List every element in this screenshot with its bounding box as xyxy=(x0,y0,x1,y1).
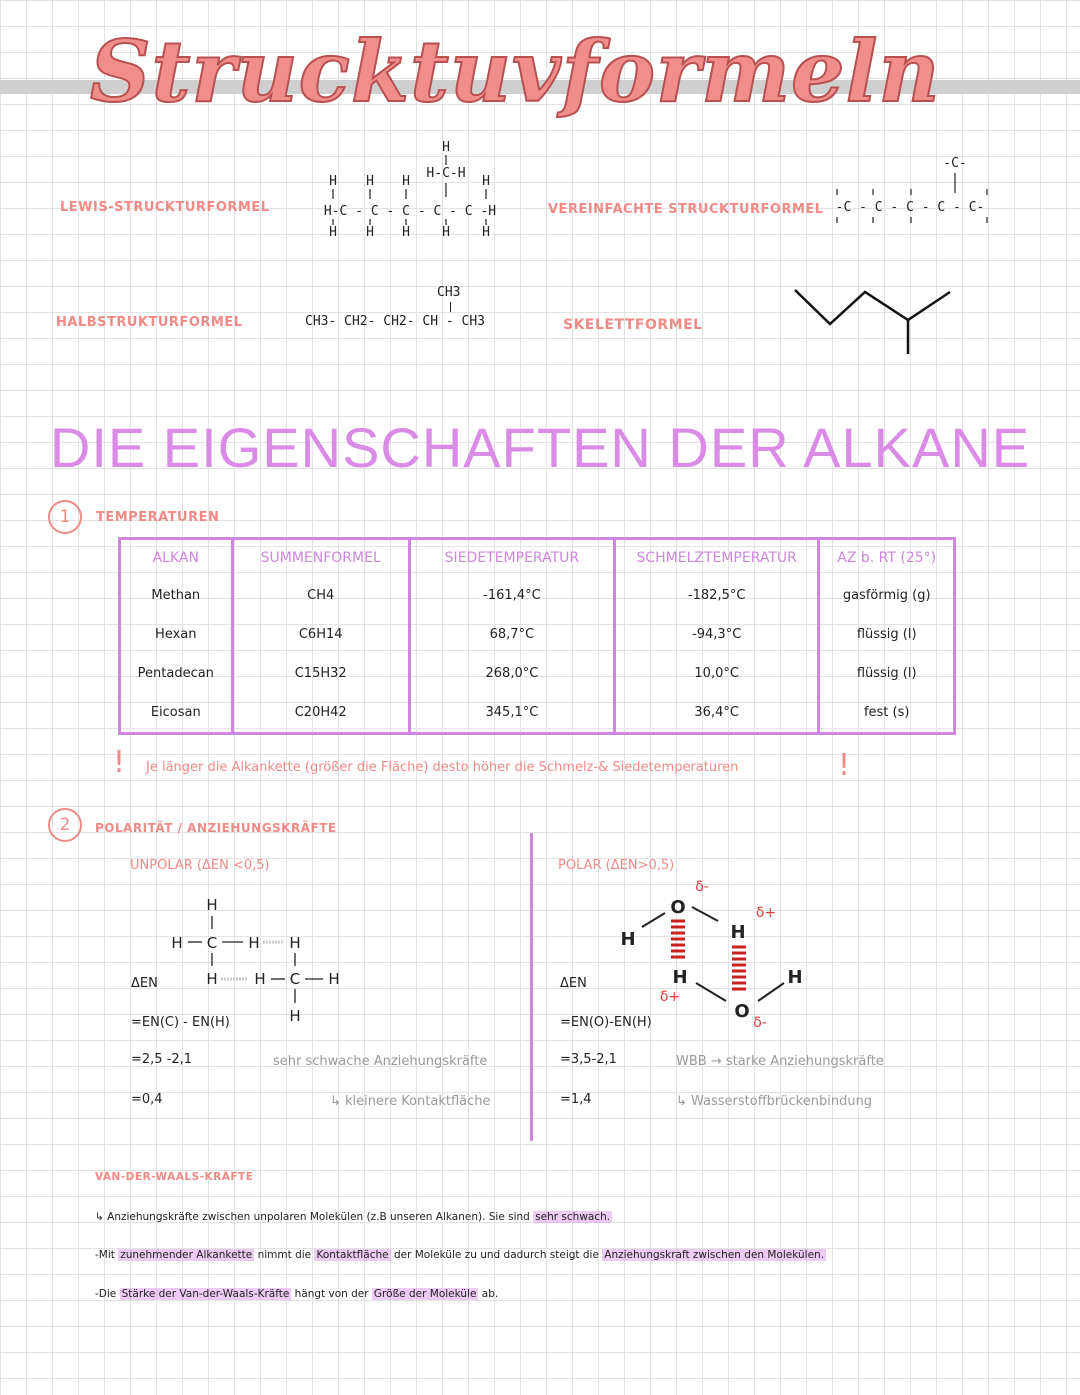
table-header: ALKAN xyxy=(120,539,233,577)
svg-text:-C-: -C- xyxy=(943,156,967,171)
vdw-title: VAN-DER-WAALS-KRÄFTE xyxy=(95,1171,254,1183)
svg-text:H-C - C - C - C - C -H: H-C - C - C - C - C -H xyxy=(323,204,497,219)
svg-text:-C - C - C - C - C-: -C - C - C - C - C- xyxy=(835,200,985,215)
table-cell: Hexan xyxy=(120,615,233,654)
svg-text:O: O xyxy=(734,1001,750,1022)
svg-text:H: H xyxy=(442,225,450,240)
warning-icon-left: ! xyxy=(113,745,126,780)
vdw-line2 xyxy=(95,1249,826,1261)
table-cell: -161,4°C xyxy=(409,576,614,615)
svg-text:H: H xyxy=(442,140,450,155)
polar-calc3: =1,4 xyxy=(560,1092,592,1107)
page-title: Strucktuvformeln xyxy=(90,22,941,121)
svg-text:H: H xyxy=(248,934,260,952)
svg-text:H: H xyxy=(366,174,374,189)
water-hydrogen-bond xyxy=(610,875,820,1035)
table-cell: C6H14 xyxy=(232,615,409,654)
warning-icon-right: ! xyxy=(838,748,851,783)
svg-text:H: H xyxy=(787,967,803,988)
polar-calc2: =3,5-2,1 xyxy=(560,1052,617,1067)
table-cell: 10,0°C xyxy=(614,654,818,693)
polar-remark2: ↳ Wasserstoffbrückenbindung xyxy=(676,1094,873,1109)
half-structure-formula: CH3- CH2- CH2- CH - CH3 xyxy=(305,314,486,329)
table-cell: 268,0°C xyxy=(409,654,614,693)
svg-text:C: C xyxy=(206,934,218,952)
vdw-line1 xyxy=(95,1211,612,1223)
polar-title: POLAR (ΔEN>0,5) xyxy=(558,858,675,873)
svg-text:H: H xyxy=(206,896,218,914)
temperature-note: Je länger die Alkankette (größer die Fläche) desto höher die Schmelz-& Siedetemperaturen xyxy=(146,760,739,775)
section2-label: POLARITÄT / ANZIEHUNGSKRÄFTE xyxy=(95,821,337,835)
methane-molecules xyxy=(160,893,360,1028)
table-header: SCHMELZTEMPERATUR xyxy=(614,539,818,577)
vdw-line2-highlight-1: zunehmender Alkankette xyxy=(120,1249,253,1261)
table-cell: -94,3°C xyxy=(614,615,818,654)
svg-text:H-C-H: H-C-H xyxy=(426,166,466,181)
table-cell: Pentadecan xyxy=(120,654,233,693)
polar-calc1: =EN(O)-EN(H) xyxy=(560,1015,652,1030)
table-header: SUMMENFORMEL xyxy=(232,539,409,577)
table-header: SIEDETEMPERATUR xyxy=(409,539,614,577)
section1-number: 1 xyxy=(48,500,82,534)
table-cell: flüssig (l) xyxy=(819,654,955,693)
vdw-line1-text: ↳ Anziehungskräfte zwischen unpolaren Molekülen (z.B unseren Alkanen). Sie sind xyxy=(95,1211,530,1223)
alkane-table xyxy=(118,537,956,735)
svg-text:H: H xyxy=(482,174,490,189)
vdw-line2-highlight-2: Kontaktfläche xyxy=(316,1249,389,1261)
vdw-line3-highlight-1: Stärke der Van-der-Waals-Kräfte xyxy=(121,1288,290,1300)
svg-text:H: H xyxy=(482,225,490,240)
polar-remark: WBB → starke Anziehungskräfte xyxy=(676,1054,884,1069)
lewis-label: LEWIS-STRUCKTURFORMEL xyxy=(60,200,270,215)
vdw-line2-text-b: nimmt die xyxy=(257,1249,312,1261)
skeleton-formula xyxy=(790,282,960,357)
section1-label: TEMPERATUREN xyxy=(96,510,220,525)
svg-text:O: O xyxy=(670,897,686,918)
svg-text:H: H xyxy=(402,225,410,240)
table-cell: 345,1°C xyxy=(409,693,614,734)
vdw-line2-text-a: -Mit xyxy=(95,1249,115,1261)
table-row xyxy=(120,693,955,734)
vdw-line3 xyxy=(95,1288,498,1300)
unpolar-den-label: ΔEN xyxy=(131,976,158,991)
unpolar-calc3: =0,4 xyxy=(131,1092,163,1107)
svg-text:H: H xyxy=(289,1007,301,1025)
unpolar-calc1: =EN(C) - EN(H) xyxy=(131,1015,230,1030)
table-row xyxy=(120,615,955,654)
section-heading: DIE EIGENSCHAFTEN DER ALKANE xyxy=(49,416,1031,479)
svg-text:δ+: δ+ xyxy=(755,905,777,921)
table-row xyxy=(120,654,955,693)
svg-text:H: H xyxy=(620,929,636,950)
svg-text:δ-: δ- xyxy=(753,1015,767,1031)
svg-text:H: H xyxy=(402,174,410,189)
table-cell: C20H42 xyxy=(232,693,409,734)
svg-text:δ-: δ- xyxy=(695,879,709,895)
section2-number: 2 xyxy=(48,808,82,842)
table-cell: Methan xyxy=(120,576,233,615)
table-cell: Eicosan xyxy=(120,693,233,734)
table-cell: fest (s) xyxy=(819,693,955,734)
table-header: AZ b. RT (25°) xyxy=(819,539,955,577)
table-cell: CH4 xyxy=(232,576,409,615)
lewis-structure xyxy=(300,135,530,245)
table-cell: 68,7°C xyxy=(409,615,614,654)
svg-text:H: H xyxy=(206,970,218,988)
svg-text:δ+: δ+ xyxy=(659,989,681,1005)
unpolar-remark: sehr schwache Anziehungskräfte xyxy=(273,1054,488,1069)
simplified-label: VEREINFACHTE STRUCKTURFORMEL xyxy=(548,202,824,217)
table-cell: 36,4°C xyxy=(614,693,818,734)
simplified-structure xyxy=(815,145,1015,230)
vdw-line3-highlight-2: Größe der Moleküle xyxy=(373,1288,477,1300)
vdw-line3-text-b: hängt von der xyxy=(294,1288,369,1300)
svg-text:H: H xyxy=(289,934,301,952)
table-cell: C15H32 xyxy=(232,654,409,693)
svg-text:H: H xyxy=(672,967,688,988)
svg-text:H: H xyxy=(730,922,746,943)
skeleton-label: SKELETTFORMEL xyxy=(563,317,703,333)
table-header-row xyxy=(120,539,955,577)
polar-den-label: ΔEN xyxy=(560,976,587,991)
svg-text:H: H xyxy=(366,225,374,240)
svg-text:H: H xyxy=(171,934,183,952)
table-cell: flüssig (l) xyxy=(819,615,955,654)
vdw-line1-highlight: sehr schwach. xyxy=(535,1211,611,1223)
vdw-line3-text-a: -Die xyxy=(95,1288,117,1300)
table-cell: gasförmig (g) xyxy=(819,576,955,615)
section2-divider xyxy=(530,833,533,1141)
svg-text:H: H xyxy=(329,225,337,240)
vdw-line2-text-c: der Moleküle zu und dadurch steigt die xyxy=(393,1249,599,1261)
unpolar-calc2: =2,5 -2,1 xyxy=(131,1052,193,1067)
table-row xyxy=(120,576,955,615)
half-structure-branch-bond xyxy=(450,302,451,312)
vdw-line2-highlight-3: Anziehungskraft zwischen den Molekülen. xyxy=(604,1249,825,1261)
vdw-line3-text-c: ab. xyxy=(481,1288,499,1300)
svg-text:H: H xyxy=(254,970,266,988)
svg-text:H: H xyxy=(328,970,340,988)
unpolar-title: UNPOLAR (ΔEN <0,5) xyxy=(130,858,270,873)
svg-text:C: C xyxy=(289,970,301,988)
half-structure-branch: CH3 xyxy=(437,285,461,300)
svg-text:H: H xyxy=(329,174,337,189)
unpolar-remark2: ↳ kleinere Kontaktfläche xyxy=(330,1094,491,1109)
half-structure-label: HALBSTRUKTURFORMEL xyxy=(56,315,243,330)
table-cell: -182,5°C xyxy=(614,576,818,615)
